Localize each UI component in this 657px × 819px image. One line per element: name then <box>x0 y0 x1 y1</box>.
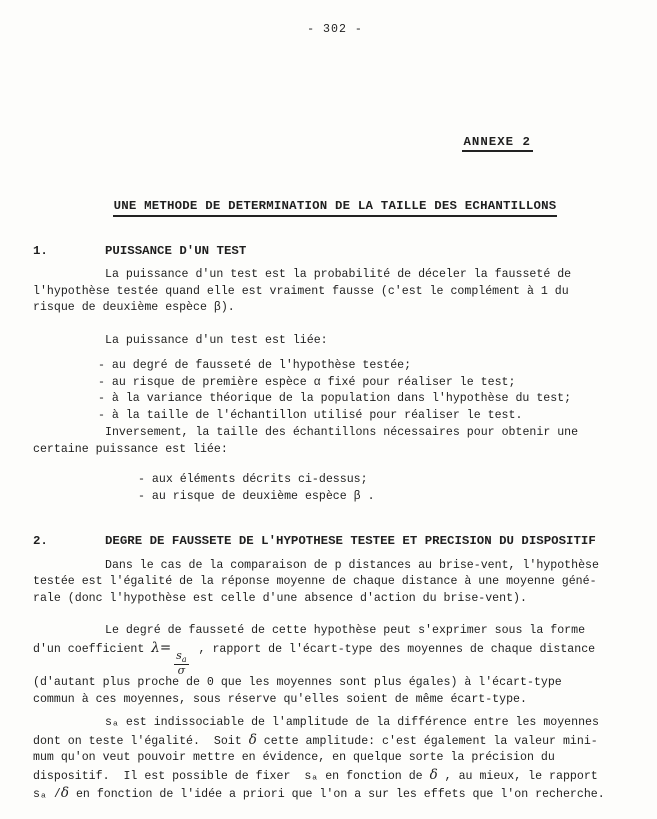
annexe-label: ANNEXE 2 <box>462 135 534 152</box>
text-span: d'un coefficient <box>33 642 152 656</box>
text-span: dont on teste l'égalité. Soit <box>33 734 249 748</box>
section-2-heading-row <box>33 533 637 550</box>
page-number: - 302 - <box>307 23 363 36</box>
handwritten-glyph: δ <box>60 785 69 802</box>
section-2-heading: DEGRE DE FAUSSETE DE L'HYPOTHESE TESTEE ET PRECISION DU DISPOSITIF <box>105 534 596 548</box>
text-line: mum qu'on veut pouvoir mettre en évidence, en quelque sorte la précision du <box>33 751 555 765</box>
section-1-heading-row <box>33 243 637 260</box>
text-line: testée est l'égalité de la réponse moyenne de chaque distance à une moyenne géné- <box>33 575 597 588</box>
text-span: dispositif. Il est possible de fixer sₐ en fonction de <box>33 769 430 783</box>
text-line: risque de deuxième espèce β). <box>33 301 235 314</box>
handwritten-glyph: δ <box>429 766 438 783</box>
section-2 <box>33 533 637 804</box>
text-line <box>33 767 637 786</box>
paragraph-power-linked <box>33 333 637 350</box>
text-line: l'hypothèse testée quand elle est vraiment fausse (c'est le complément à 1 du <box>33 284 569 298</box>
text-line: (d'autant plus proche de 0 que les moyennes sont plus égales) à l'écart-type <box>33 676 562 690</box>
title-row <box>33 198 637 216</box>
text-line: certaine puissance est liée: <box>33 442 228 456</box>
text-line: sₐ est indissociable de l'amplitude de la différence entre les moyennes <box>105 716 599 730</box>
text-span: , au mieux, le rapport <box>437 769 598 783</box>
text-span: cette amplitude: c'est également la valeur mini- <box>256 734 598 748</box>
text-line: La puissance d'un test est la probabilité de déceler la fausseté de <box>105 268 572 281</box>
list-power-factors <box>33 358 637 424</box>
handwritten-fraction: $\frac{s_a}{\sigma}$ <box>176 648 187 677</box>
text-line <box>33 732 637 751</box>
text-line: La puissance d'un test est liée: <box>105 333 328 347</box>
list-sample-size-factors <box>33 472 637 505</box>
paragraph-inversely <box>33 425 637 458</box>
text-line: - aux éléments décrits ci-dessus; <box>138 473 368 486</box>
section-1-number: 1. <box>33 243 48 258</box>
text-line: - au degré de fausseté de l'hypothèse testée; <box>98 359 412 372</box>
text-span: sₐ / <box>33 788 61 802</box>
text-line: - au risque de première espèce α fixé pour réaliser le test; <box>98 375 516 389</box>
text-line: Inversement, la taille des échantillons nécessaires pour obtenir une <box>105 426 579 439</box>
handwritten-glyph: λ= <box>151 639 172 656</box>
section-1 <box>33 243 637 506</box>
text-line <box>33 640 637 676</box>
text-line: Dans le cas de la comparaison de p distances au brise-vent, l'hypothèse <box>105 558 599 572</box>
section-1-heading: PUISSANCE D'UN TEST <box>105 243 247 258</box>
text-line: - au risque de deuxième espèce β . <box>138 489 375 503</box>
text-line: - à la taille de l'échantillon utilisé pour réaliser le test. <box>98 408 523 422</box>
text-line: commun à ces moyennes, sous réserve qu'elles soient de même écart-type. <box>33 692 527 706</box>
section-2-number: 2. <box>33 534 48 548</box>
text-span: , rapport de l'écart-type des moyennes de chaque distance <box>191 642 596 656</box>
paragraph-coefficient <box>33 623 637 708</box>
document-title: UNE METHODE DE DETERMINATION DE LA TAILLE DES ECHANTILLONS <box>113 199 558 217</box>
annexe-row <box>33 134 637 152</box>
paragraph-amplitude <box>33 715 637 804</box>
text-line: - à la variance théorique de la population dans l'hypothèse du test; <box>98 392 572 405</box>
paragraph-power-definition <box>33 267 637 317</box>
text-span: en fonction de l'idée a priori que l'on a sur les effets que l'on recherche. <box>68 788 605 802</box>
text-line: rale (donc l'hypothèse est celle d'une absence d'action du brise-vent). <box>33 591 527 605</box>
text-line <box>33 785 637 804</box>
text-line: Le degré de fausseté de cette hypothèse peut s'exprimer sous la forme <box>105 624 586 637</box>
handwritten-glyph: δ <box>248 731 257 748</box>
paragraph-hypothesis <box>33 558 637 608</box>
